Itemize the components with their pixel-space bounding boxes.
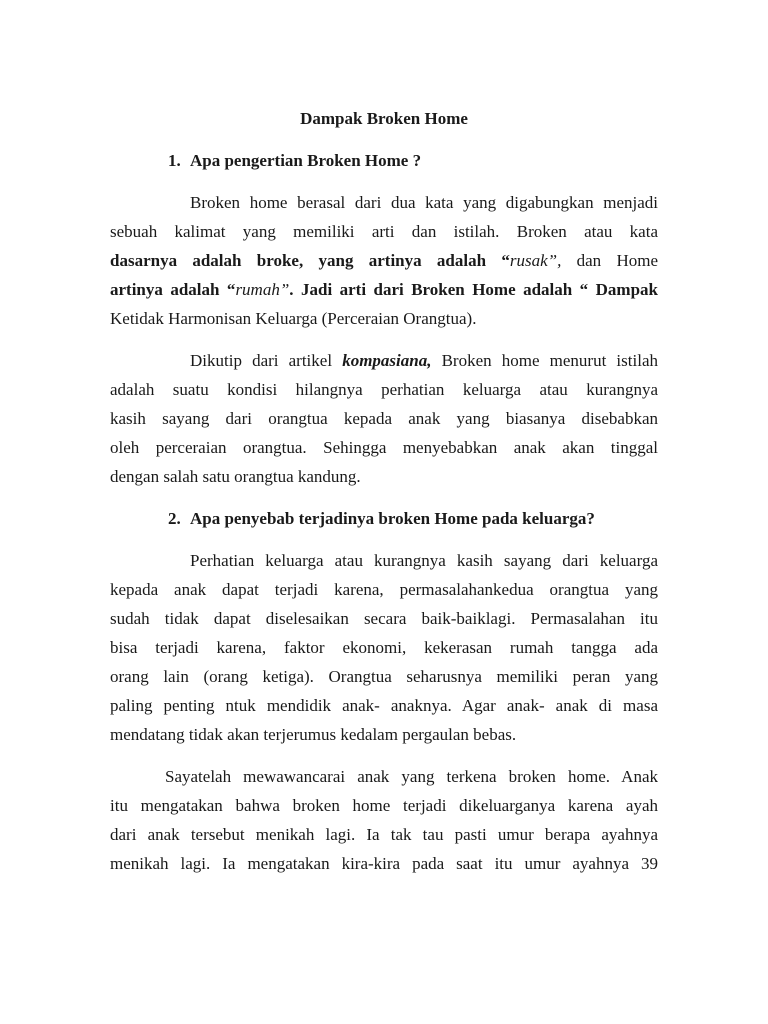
paragraph-line [110,604,658,633]
paragraph-line [110,404,658,433]
paragraph-line [110,791,658,820]
paragraph-line [110,546,658,575]
text-segment: kasih sayang dari orangtua kepada anak yang biasanya disebabkan [110,409,658,428]
paragraph-line [110,575,658,604]
text-segment: Broken home berasal dari dua kata yang digabungkan menjadi [190,193,658,212]
heading-text: Apa penyebab terjadinya broken Home pada keluarga? [190,509,595,528]
paragraph [110,188,658,333]
text-segment: kompasiana, [342,351,432,370]
paragraph-line [110,433,658,462]
text-segment: mendatang tidak akan terjerumus kedalam pergaulan bebas. [110,725,517,744]
text-segment: sudah tidak dapat diselesaikan secara baik-baiklagi. Permasalahan itu [110,609,658,628]
paragraph-line [110,720,658,749]
text-segment: dan Home [561,251,658,270]
text-segment: orang lain (orang ketiga). Orangtua seharusnya memiliki peran yang [110,667,658,686]
text-segment: bisa terjadi karena, faktor ekonomi, kekerasan rumah tangga ada [110,638,658,657]
paragraph-line [110,691,658,720]
paragraph-line [110,304,658,333]
text-segment: Perhatian keluarga atau kurangnya kasih sayang dari keluarga [190,551,658,570]
text-segment: dengan salah satu orangtua kandung. [110,467,361,486]
section-heading [110,504,658,533]
heading-text: Apa pengertian Broken Home ? [190,151,422,170]
heading-number: 2. [168,509,181,528]
text-segment: Sayatelah mewawancarai anak yang terkena broken home. Anak [165,767,658,786]
paragraph [110,762,658,878]
text-segment: rusak”, [509,251,562,270]
paragraph-line [110,375,658,404]
text-segment: oleh perceraian orangtua. Sehingga menyebabkan anak akan tinggal [110,438,658,457]
paragraph-line [110,820,658,849]
paragraph-line [110,462,658,491]
text-segment: Dikutip dari artikel [190,351,343,370]
paragraph [110,346,658,491]
document-body [110,104,658,878]
paragraph-line [110,762,658,791]
document-title: Dampak Broken Home [300,109,468,128]
text-segment: sebuah kalimat yang memiliki arti dan istilah. Broken atau kata [110,222,658,241]
text-segment: adalah suatu kondisi hilangnya perhatian keluarga atau kurangnya [110,380,658,399]
text-segment: dasarnya adalah broke, yang artinya adalah “ [110,251,510,270]
text-segment: itu mengatakan bahwa broken home terjadi dikeluarganya karena ayah [110,796,658,815]
section-heading [110,146,658,175]
paragraph-line [110,217,658,246]
paragraph-line [110,246,658,275]
text-segment: rumah” [235,280,290,299]
paragraph-line [110,633,658,662]
text-segment: paling penting ntuk mendidik anak- anaknya. Agar anak- anak di masa [110,696,658,715]
text-segment: Ketidak Harmonisan Keluarga (Perceraian Orangtua). [110,309,477,328]
paragraph-line [110,188,658,217]
paragraph-line [110,849,658,878]
text-segment: dari anak tersebut menikah lagi. Ia tak tau pasti umur berapa ayahnya [110,825,658,844]
paragraph-line [110,662,658,691]
text-segment: menikah lagi. Ia mengatakan kira-kira pada saat itu umur ayahnya 39 [110,854,658,873]
text-segment: . Jadi arti dari Broken Home adalah “ Dampak [289,280,658,299]
text-segment: kepada anak dapat terjadi karena, permasalahankedua orangtua yang [110,580,658,599]
paragraph-line [110,275,658,304]
text-segment: Broken home menurut istilah [431,351,658,370]
text-segment: artinya adalah “ [110,280,236,299]
heading-number: 1. [168,151,181,170]
paragraph [110,546,658,749]
paragraph-line [110,346,658,375]
